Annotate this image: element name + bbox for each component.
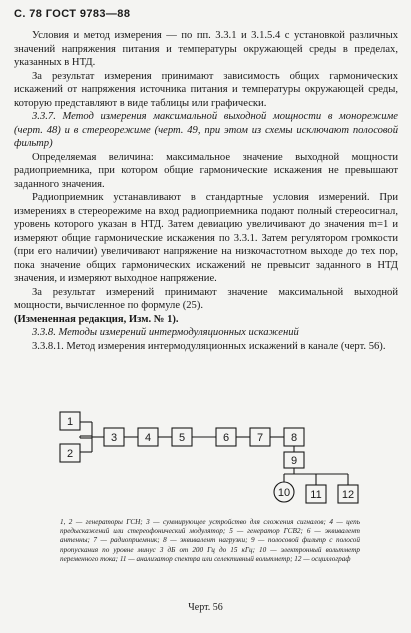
paragraph-procedure: Радиоприемник устанавливают в стандартные условия измерений. При измерениях в стереорежиме на вход радиоприемника подают полный стереосигнал, уровень которого указан в НТД. Затем девиацию увеличивают до значения m=1 и измеряют общие гармонические искажения по 3.3.1. Затем регулятором громкости (при его наличии) увеличивают напряжение на низкочастотном выходе до тех пор, пока значение общих гармонических искажений не превысит заданного в НТД значения, и измеряют выходное напряжение. xyxy=(14,192,398,284)
paragraph-conditions: Условия и метод измерения — по пп. 3.3.1 и 3.1.5.4 с установкой различных значений напряжения питания и температуры окружающей среды в пределах, указанных в НТД. xyxy=(14,30,398,68)
block-12-label: 12 xyxy=(341,489,355,501)
section-heading-3-3-7: 3.3.7. Метод измерения максимальной выходной мощности в монорежиме (черт. 48) и в стереорежиме (черт. 49, при этом из схемы исключают полосовой фильтр) xyxy=(14,111,398,149)
block-4-label: 4 xyxy=(144,432,152,444)
figure-label: Черт. 56 xyxy=(188,602,223,613)
block-1 xyxy=(60,412,80,430)
block-5-label: 5 xyxy=(178,432,186,444)
paragraph-3-3-8-1: 3.3.8.1. Метод измерения интермодуляционных искажений в канале (черт. 56). xyxy=(32,340,386,352)
body-text xyxy=(14,29,398,353)
block-9-label: 9 xyxy=(290,455,298,467)
block-4 xyxy=(138,428,158,446)
block-1-label: 1 xyxy=(66,416,74,428)
page-header: С. 78 ГОСТ 9783—88 xyxy=(14,8,131,20)
amendment-note: (Измененная редакция, Изм. № 1). xyxy=(14,313,179,325)
block-diagram xyxy=(48,402,368,514)
block-5 xyxy=(172,428,192,446)
paragraph-result-power: За результат измерений принимают значение максимальной выходной мощности, вычисленное по формуле (25). xyxy=(14,286,398,311)
block-7-label: 7 xyxy=(256,432,264,444)
block-8 xyxy=(284,428,304,446)
block-6-label: 6 xyxy=(222,432,230,444)
paragraph-result: За результат измерения принимают зависимость общих гармонических искажений от напряжения источника питания и температуры окружающей среды, которую представляют в виде таблицы или графически. xyxy=(14,70,398,109)
section-heading-3-3-8: 3.3.8. Методы измерений интермодуляционных искажений xyxy=(32,327,299,338)
block-6 xyxy=(216,428,236,446)
block-10-label: 10 xyxy=(277,487,291,499)
connection-lines xyxy=(80,422,348,485)
block-12 xyxy=(338,485,358,503)
figure-caption: 1, 2 — генераторы ГСН; 3 — суммирующее устройство для сложения сигналов; 4 — цепь предыскажений или стереофонический модулятор; 5 — генератор ГСВ2; 6 — эквивалент антенны; 7 — радиоприемник; 8 — эквивалент нагрузки; 9 — полосовой фильтр с полосой пропускания по уровне минус 3 дБ от 200 Гц до 15 кГц; 10 — электронный вольтметр переменного тока; 11 — анализатор спектра или селективный вольтметр; 12 — осциллограф xyxy=(60,518,360,563)
block-2 xyxy=(60,444,80,462)
block-3 xyxy=(104,428,124,446)
block-9 xyxy=(284,452,304,468)
paragraph-quantity: Определяемая величина: максимальное значение выходной мощности радиоприемника, при котором общие гармонические искажения не превышают заданного значения. xyxy=(14,151,398,190)
block-11 xyxy=(306,485,326,503)
block-7 xyxy=(250,428,270,446)
block-10 xyxy=(274,482,294,502)
block-8-label: 8 xyxy=(290,432,298,444)
block-11-label: 11 xyxy=(310,489,322,501)
block-2-label: 2 xyxy=(66,448,74,460)
block-3-label: 3 xyxy=(110,432,118,444)
